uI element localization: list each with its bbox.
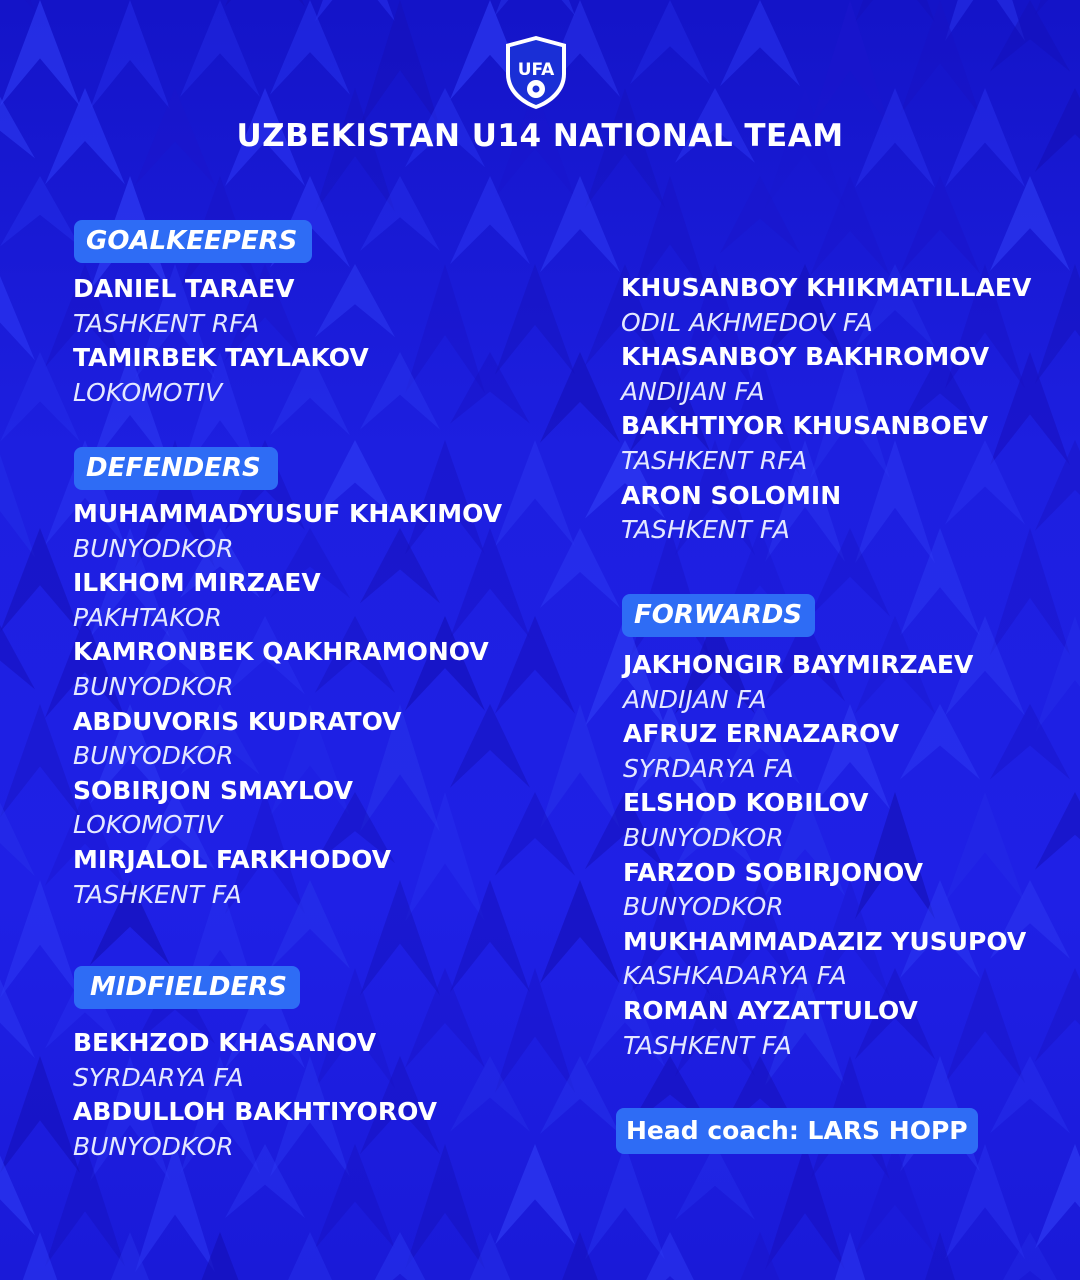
- section-label-midfielders: MIDFIELDERS: [74, 966, 300, 1009]
- player-name: MUKHAMMADAZIZ YUSUPOV: [623, 926, 1027, 956]
- player-entry: [623, 925, 1026, 994]
- player-entry: [621, 479, 1031, 548]
- logo-text: UFA: [517, 60, 555, 80]
- player-club: ANDIJAN FA: [621, 376, 765, 406]
- ufa-logo: [503, 34, 569, 110]
- player-club: LOKOMOTIV: [73, 810, 223, 840]
- player-name: MIRJALOL FARKHODOV: [73, 844, 392, 874]
- player-entry: [73, 843, 502, 912]
- player-club: ODIL AKHMEDOV FA: [621, 307, 873, 337]
- player-name: ABDUVORIS KUDRATOV: [73, 706, 402, 736]
- player-name: ABDULLOH BAKHTIYOROV: [73, 1097, 438, 1127]
- player-name: ROMAN AYZATTULOV: [623, 995, 918, 1025]
- player-club: LOKOMOTIV: [73, 377, 223, 407]
- player-entry: [73, 566, 502, 635]
- player-club: PAKHTAKOR: [73, 602, 222, 632]
- section-label-goalkeepers: GOALKEEPERS: [74, 220, 312, 263]
- player-name: BAKHTIYOR KHUSANBOEV: [621, 411, 989, 441]
- player-club: ANDIJAN FA: [623, 684, 767, 714]
- player-entry: [621, 271, 1031, 340]
- player-entry: [73, 774, 502, 843]
- page-title: UZBEKISTAN U14 NATIONAL TEAM: [236, 118, 844, 154]
- player-club: KASHKADARYA FA: [623, 961, 847, 991]
- player-club: TASHKENT FA: [73, 879, 242, 909]
- player-entry: [73, 635, 502, 704]
- player-entry: [621, 409, 1031, 478]
- player-entry: [623, 856, 1026, 925]
- player-name: KAMRONBEK QAKHRAMONOV: [73, 637, 489, 667]
- player-club: BUNYODKOR: [73, 671, 234, 701]
- player-entry: [73, 1026, 437, 1095]
- midfielders-list-left: [73, 1026, 437, 1164]
- player-name: KHASANBOY BAKHROMOV: [621, 342, 990, 372]
- player-entry: [73, 272, 369, 341]
- player-club: BUNYODKOR: [73, 533, 234, 563]
- section-label-forwards: FORWARDS: [622, 594, 815, 637]
- player-name: MUHAMMADYUSUF KHAKIMOV: [73, 499, 503, 528]
- player-name: ELSHOD KOBILOV: [623, 788, 869, 818]
- player-entry: [73, 1095, 437, 1164]
- player-club: BUNYODKOR: [623, 822, 784, 852]
- player-club: BUNYODKOR: [623, 892, 784, 922]
- player-club: TASHKENT FA: [623, 1030, 792, 1060]
- head-coach-badge: Head coach: LARS HOPP: [616, 1108, 978, 1154]
- player-name: ILKHOM MIRZAEV: [73, 568, 321, 598]
- player-entry: [623, 786, 1026, 855]
- player-club: SYRDARYA FA: [73, 1062, 244, 1092]
- midfielders-list-right: [621, 271, 1031, 548]
- player-entry: [73, 497, 502, 566]
- forwards-list: [623, 648, 1026, 1063]
- player-entry: [623, 717, 1026, 786]
- defenders-list: [73, 497, 502, 912]
- player-club: BUNYODKOR: [73, 741, 234, 771]
- player-name: TAMIRBEK TAYLAKOV: [73, 343, 369, 373]
- section-label-defenders: DEFENDERS: [74, 447, 278, 490]
- player-club: BUNYODKOR: [73, 1131, 234, 1161]
- player-entry: [621, 340, 1031, 409]
- player-club: TASHKENT FA: [621, 515, 790, 545]
- player-club: TASHKENT RFA: [73, 308, 260, 338]
- goalkeepers-list: [73, 272, 369, 410]
- player-name: ARON SOLOMIN: [621, 480, 842, 510]
- player-entry: [623, 648, 1026, 717]
- player-name: KHUSANBOY KHIKMATILLAEV: [621, 273, 1032, 302]
- player-name: SOBIRJON SMAYLOV: [73, 775, 353, 805]
- player-club: SYRDARYA FA: [623, 753, 794, 783]
- player-club: TASHKENT RFA: [621, 445, 808, 475]
- player-name: DANIEL TARAEV: [73, 274, 295, 303]
- player-name: JAKHONGIR BAYMIRZAEV: [623, 650, 974, 679]
- player-entry: [623, 994, 1026, 1063]
- player-name: AFRUZ ERNAZAROV: [623, 719, 900, 749]
- player-name: BEKHZOD KHASANOV: [73, 1028, 377, 1057]
- player-entry: [73, 705, 502, 774]
- player-name: FARZOD SOBIRJONOV: [623, 857, 923, 887]
- player-entry: [73, 341, 369, 410]
